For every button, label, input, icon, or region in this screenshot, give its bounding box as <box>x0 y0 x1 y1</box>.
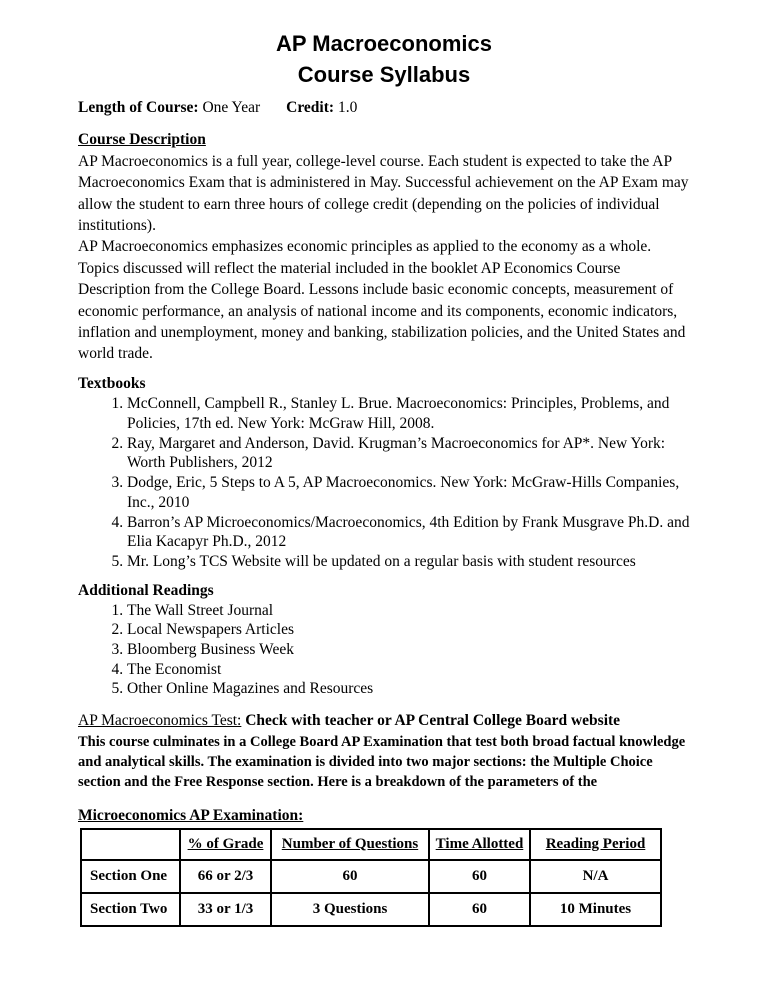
textbook-item-1: 1. McConnell, Campbell R., Stanley L. Brue. Macroeconomics: Principles, Problems, and Policies, 17th ed. New York: McGraw Hill, 2008. <box>127 394 690 433</box>
reading-item-1: 1. The Wall Street Journal <box>127 601 690 621</box>
section-two-label: Section Two <box>81 893 180 926</box>
exam-table-header-row <box>81 829 661 860</box>
credit-value: 1.0 <box>337 99 358 116</box>
course-description-heading: Course Description <box>78 131 206 149</box>
textbook-item-3: 3. Dodge, Eric, 5 Steps to A 5, AP Macroeconomics. New York: McGraw-Hills Companies, Inc., 2010 <box>127 473 690 512</box>
section-one-label: Section One <box>81 860 180 893</box>
section-one-reading: N/A <box>530 860 661 893</box>
section-one-time: 60 <box>429 860 530 893</box>
course-description-paragraph-2: AP Macroeconomics emphasizes economic principles as applied to the economy as a whole. Topics discussed will reflect the material included in the booklet AP Economics Course Description from the College Board. Lessons include basic economic concepts, measurement of economic performance, an analysis of national income and its components, economic indicators, inflation and unemployment, money and banking, stabilization policies, and the United States and world trade. <box>78 238 686 363</box>
textbooks-list <box>78 394 690 571</box>
additional-readings-list <box>78 601 690 700</box>
ap-test-heading-line <box>78 710 690 731</box>
exam-table-header-questions: Number of Questions <box>271 829 429 860</box>
section-two-reading: 10 Minutes <box>530 893 661 926</box>
textbook-item-5: 5. Mr. Long’s TCS Website will be updated on a regular basis with student resources <box>127 552 690 572</box>
textbooks-heading: Textbooks <box>78 374 146 392</box>
course-meta-line <box>78 97 690 118</box>
textbook-item-2: 2. Ray, Margaret and Anderson, David. Krugman’s Macroeconomics for AP*. New York: Worth Publishers, 2012 <box>127 434 690 473</box>
section-one-grade: 66 or 2/3 <box>180 860 271 893</box>
exam-table-header-time: Time Allotted <box>429 829 530 860</box>
reading-item-2: 2. Local Newspapers Articles <box>127 620 690 640</box>
reading-item-3: 3. Bloomberg Business Week <box>127 640 690 660</box>
credit-label: Credit: <box>286 99 335 116</box>
exam-table-header-reading: Reading Period <box>530 829 661 860</box>
title-line-1: AP Macroeconomics <box>275 31 492 56</box>
section-two-questions: 3 Questions <box>271 893 429 926</box>
course-description-paragraph-1: AP Macroeconomics is a full year, college-level course. Each student is expected to take the AP Macroeconomics Exam that is administered in May. Successful achievement on the AP Exam may allow the student to earn three hours of college credit (depending on the policies of individual institutions). <box>78 152 689 235</box>
title-line-2: Course Syllabus <box>297 62 471 87</box>
additional-readings-heading: Additional Readings <box>78 581 214 599</box>
exam-parameters-table <box>80 828 662 927</box>
reading-item-4: 4. The Economist <box>127 660 690 680</box>
ap-test-label: AP Macroeconomics Test: <box>78 712 242 730</box>
document-title <box>78 28 690 90</box>
section-one-questions: 60 <box>271 860 429 893</box>
exam-table-header-empty <box>81 829 180 860</box>
exam-table-row-section-two <box>81 893 661 926</box>
exam-table-heading: Microeconomics AP Examination: <box>78 806 304 824</box>
course-length-value: One Year <box>202 99 261 116</box>
section-two-grade: 33 or 1/3 <box>180 893 271 926</box>
textbook-item-4: 4. Barron’s AP Microeconomics/Macroeconomics, 4th Edition by Frank Musgrave Ph.D. and Elia Kacapyr Ph.D., 2012 <box>127 513 690 552</box>
reading-item-5: 5. Other Online Magazines and Resources <box>127 679 690 699</box>
ap-test-paragraph: This course culminates in a College Board AP Examination that test both broad factual knowledge and analytical skills. The examination is divided into two major sections: the Multiple Choice section and the Free Response section. Here is a breakdown of the parameters of the <box>78 733 686 790</box>
exam-table-row-section-one <box>81 860 661 893</box>
ap-test-note: Check with teacher or AP Central College Board website <box>245 712 621 730</box>
section-two-time: 60 <box>429 893 530 926</box>
exam-table-header-grade: % of Grade <box>180 829 271 860</box>
course-length-label: Length of Course: <box>78 99 199 116</box>
